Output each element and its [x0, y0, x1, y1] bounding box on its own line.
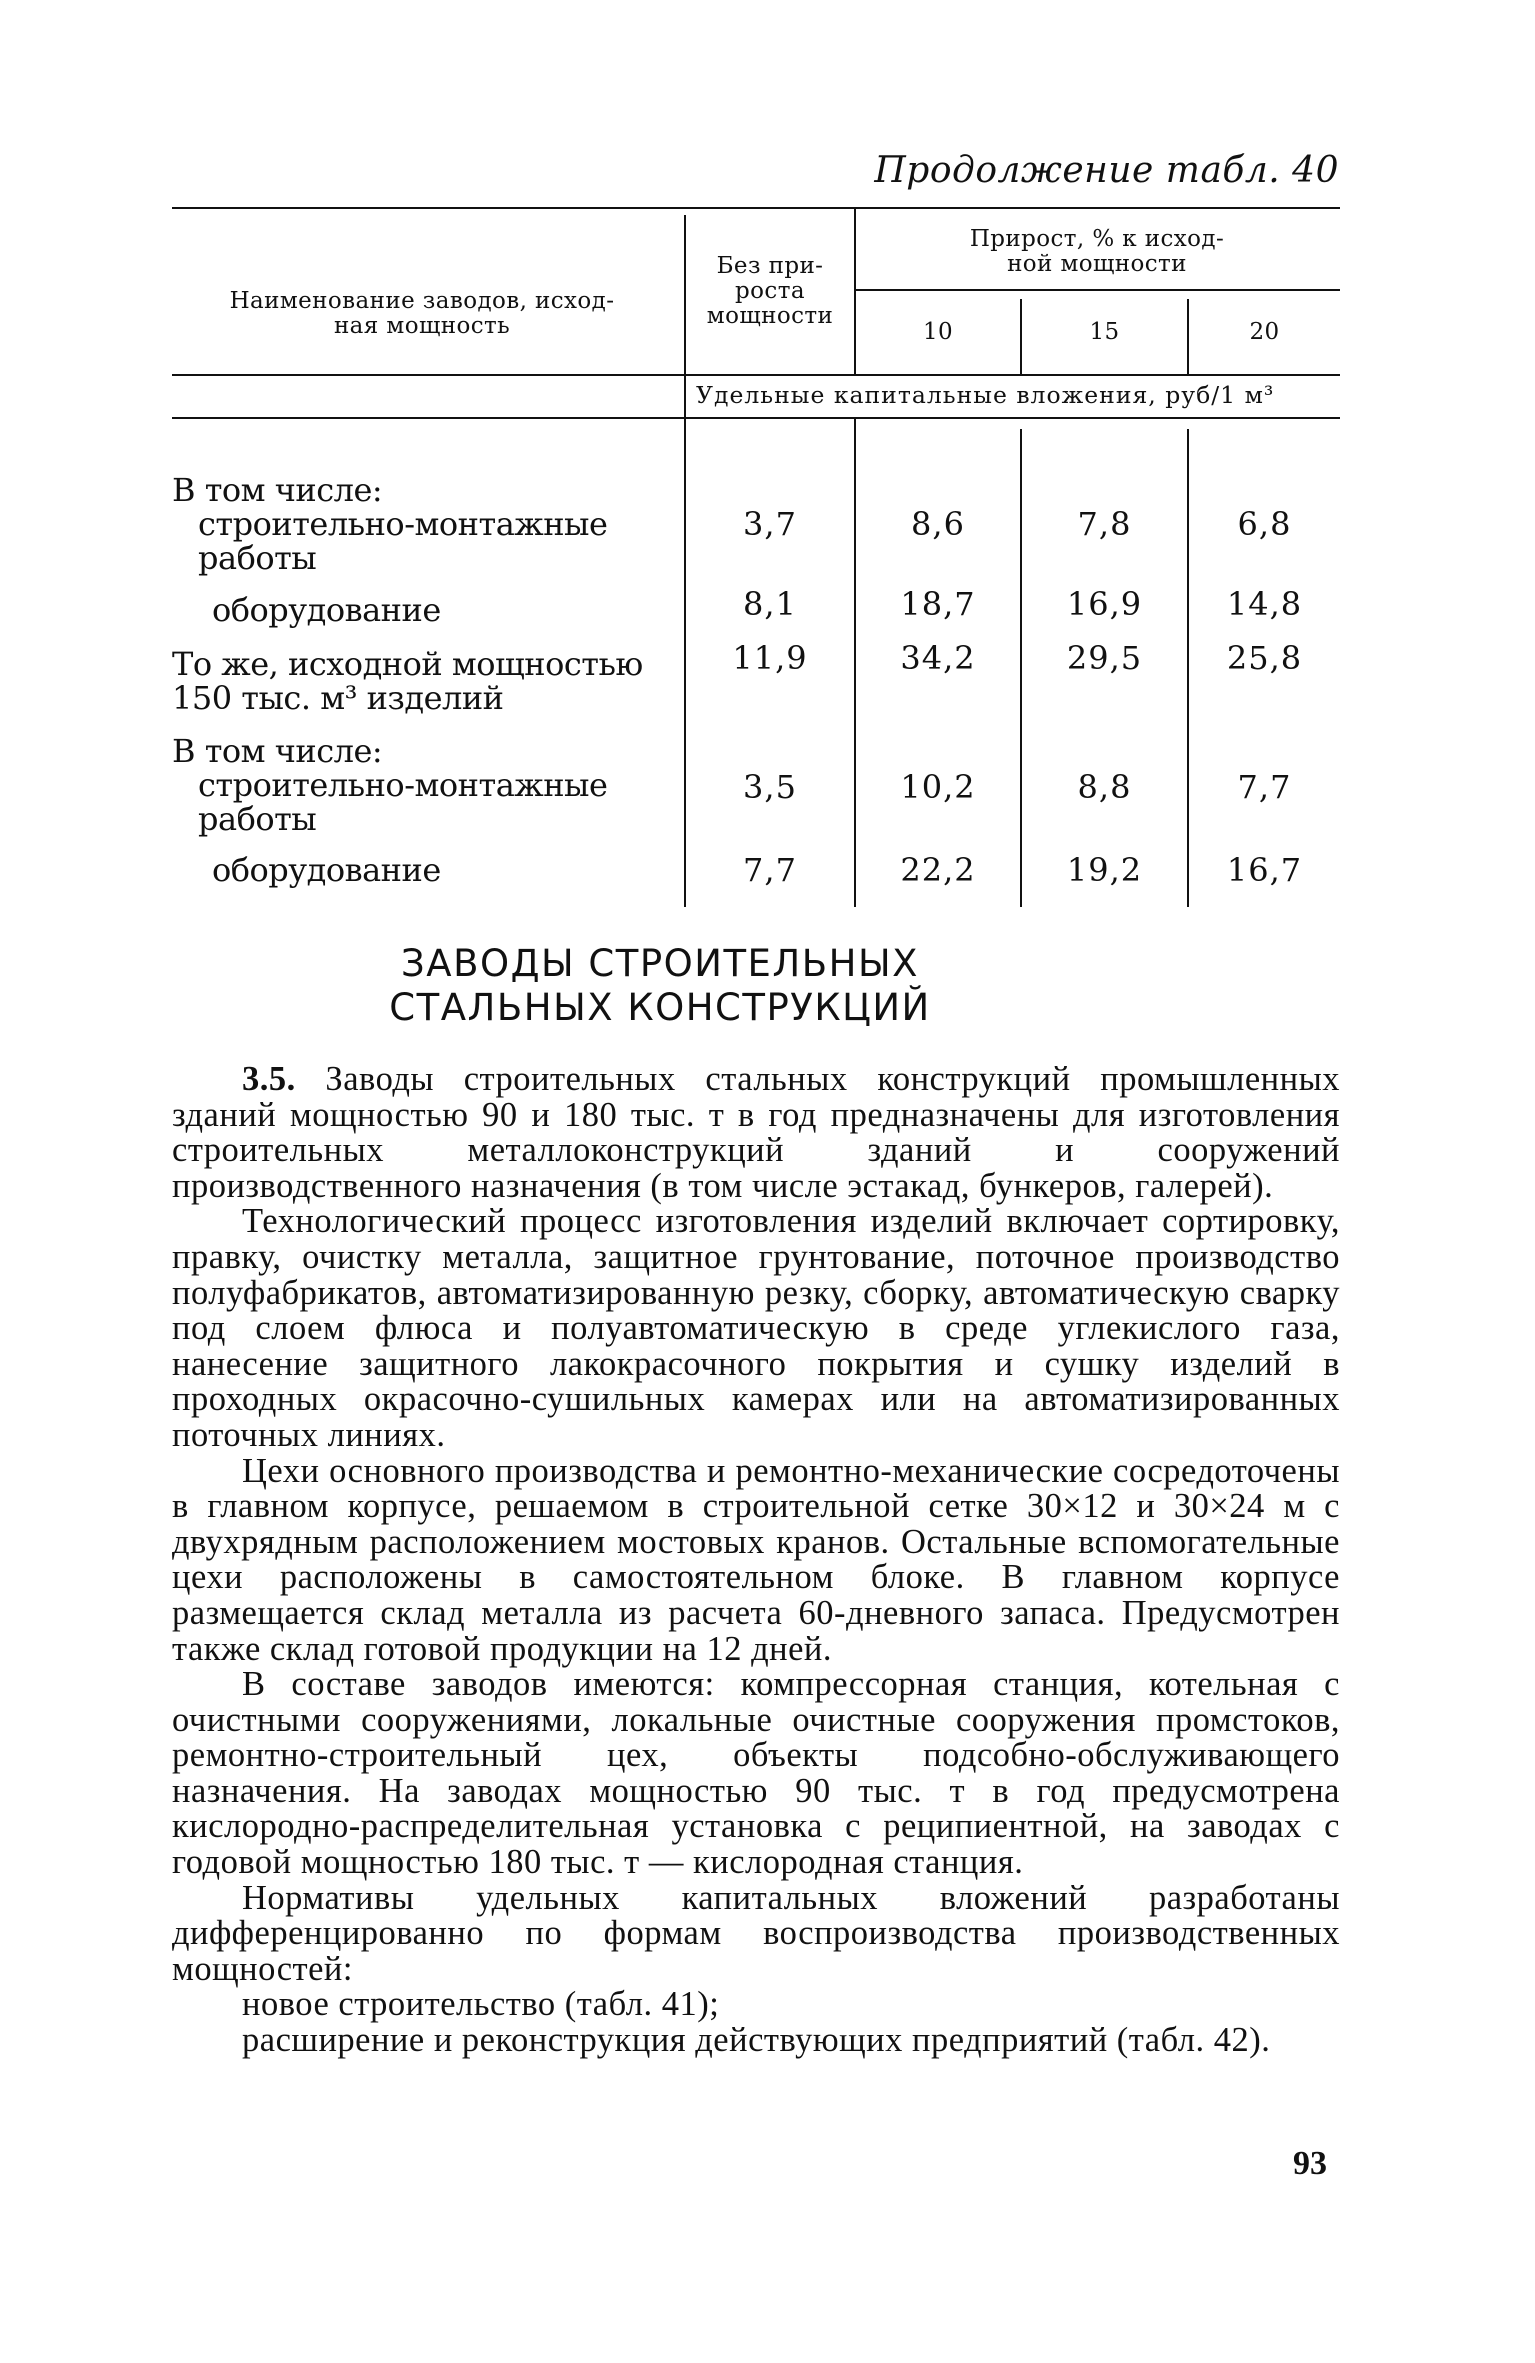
header-growth-line2: ной мощности	[1007, 251, 1187, 277]
paragraph-text: Заводы строительных стальных конструкций промышленных зданий мощностью 90 и 180 тыс. т в год предназначены для изготовления строительных металлоконструкций зданий и сооружений производственного назначения (в том числе эстакад, бункеров, галерей).	[172, 1060, 1340, 1205]
units-row: Удельные капитальные вложения, руб/1 м³	[696, 381, 1275, 409]
growth-header-rule	[854, 289, 1340, 291]
table-cell: 7,7	[743, 851, 797, 889]
header-no-growth	[688, 254, 852, 329]
section-heading	[200, 942, 1120, 1030]
table-cell: 8,6	[911, 505, 965, 543]
list-item: расширение и реконструкция действующих предприятий (табл. 42).	[242, 2021, 1271, 2060]
table-row-name	[172, 734, 677, 836]
table-cell: 22,2	[900, 851, 976, 889]
table-cell: 34,2	[900, 639, 976, 677]
section-heading-line1: ЗАВОДЫ СТРОИТЕЛЬНЫХ	[401, 942, 919, 985]
row-name-line: работы	[198, 800, 317, 838]
paragraph: Технологический процесс изготовления изделий включает сортировку, правку, очистку металла, защитное грунтование, поточное производство полуфабрикатов, автоматизированную резку, сборку, автоматическую сварку под слоем флюса и полуавтоматическую в среде углекислого газа, нанесение защитного лакокрасочного покрытия и сушку изделий в проходных окрасочно-сушильных камерах или на автоматизированных поточных линиях.	[172, 1202, 1340, 1454]
table-cell: 8,1	[743, 585, 797, 623]
data-table	[172, 207, 1340, 907]
row-name-line: В том числе:	[172, 471, 383, 509]
row-name-line: То же, исходной мощностью	[172, 645, 643, 683]
header-bottom-rule	[172, 374, 1340, 376]
row-name-line: оборудование	[212, 591, 441, 629]
table-cell: 29,5	[1066, 639, 1143, 677]
page-number: 93	[1293, 2145, 1327, 2182]
col-divider-2	[854, 207, 856, 374]
header-plant-name	[172, 289, 672, 339]
header-growth-line1: Прирост, % к исход-	[969, 226, 1225, 252]
table-cell: 7,8	[1077, 505, 1132, 543]
table-cell: 7,7	[1237, 768, 1292, 806]
header-no-growth-line3: мощности	[706, 303, 834, 329]
table-row-name	[172, 593, 677, 627]
header-growth	[862, 227, 1332, 277]
table-row-name	[172, 853, 677, 887]
list-item: новое строительство (табл. 41);	[242, 1985, 720, 2024]
paragraph-3-5	[172, 1062, 1340, 1204]
table-cell: 16,7	[1226, 851, 1303, 889]
table-cell: 3,5	[743, 768, 797, 806]
body-text	[172, 1062, 1340, 2059]
row-name-line: строительно-монтажные	[198, 766, 608, 804]
table-cell: 6,8	[1237, 505, 1292, 543]
table-cell: 11,9	[732, 639, 808, 677]
row-name-line: работы	[198, 539, 317, 577]
header-growth-15: 15	[1089, 319, 1120, 345]
row-name-line: В том числе:	[172, 732, 383, 770]
table-top-rule	[172, 207, 1340, 209]
row-name-line: строительно-монтажные	[198, 505, 608, 543]
table-cell: 14,8	[1226, 585, 1303, 623]
header-plant-name-line2: ная мощность	[333, 313, 511, 339]
table-cell: 16,9	[1066, 585, 1143, 623]
row-name-line: 150 тыс. м³ изделий	[172, 679, 504, 717]
paragraph: В составе заводов имеются: компрессорная станция, котельная с очистными сооружениями, локальные очистные сооружения промстоков, ремонтно-строительный цех, объекты подсобно-обслуживающего назначения. На заводах мощностью 90 тыс. т в год предусмотрена кислородно-распределительная установка с реципиентной, на заводах с годовой мощностью 180 тыс. т — кислородная станция.	[172, 1665, 1340, 1882]
header-no-growth-line1: Без при-	[716, 253, 824, 279]
section-heading-line2: СТАЛЬНЫХ КОНСТРУКЦИЙ	[389, 986, 931, 1029]
header-no-growth-line2: роста	[735, 278, 805, 304]
table-cell: 10,2	[900, 768, 976, 806]
table-cell: 3,7	[743, 505, 797, 543]
table-cell: 25,8	[1226, 639, 1303, 677]
table-row-name	[172, 647, 677, 715]
paragraph-number: 3.5.	[242, 1060, 296, 1098]
table-cell: 18,7	[900, 585, 976, 623]
table-cell: 8,8	[1077, 768, 1132, 806]
paragraph: Цехи основного производства и ремонтно-механические сосредоточены в главном корпусе, решаемом в строительной сетке 30×12 и 30×24 м с двухрядным расположением мостовых кранов. Остальные вспомогательные цехи расположены в самостоятельном блоке. В главном корпусе размещается склад металла из расчета 60-дневного запаса. Предусмотрен также склад готовой продукции на 12 дней.	[172, 1451, 1340, 1668]
header-growth-10: 10	[922, 319, 954, 345]
table-continuation-title: Продолжение табл. 40	[874, 150, 1339, 191]
header-growth-20: 20	[1249, 319, 1280, 345]
table-cell: 19,2	[1066, 851, 1143, 889]
row-name-line: оборудование	[212, 851, 441, 889]
header-plant-name-line1: Наименование заводов, исход-	[229, 288, 615, 314]
units-bottom-rule	[172, 417, 1340, 419]
table-row-name	[172, 473, 677, 575]
paragraph: Нормативы удельных капитальных вложений разработаны дифференцированно по формам воспроизводства производственных мощностей:	[172, 1878, 1340, 1988]
